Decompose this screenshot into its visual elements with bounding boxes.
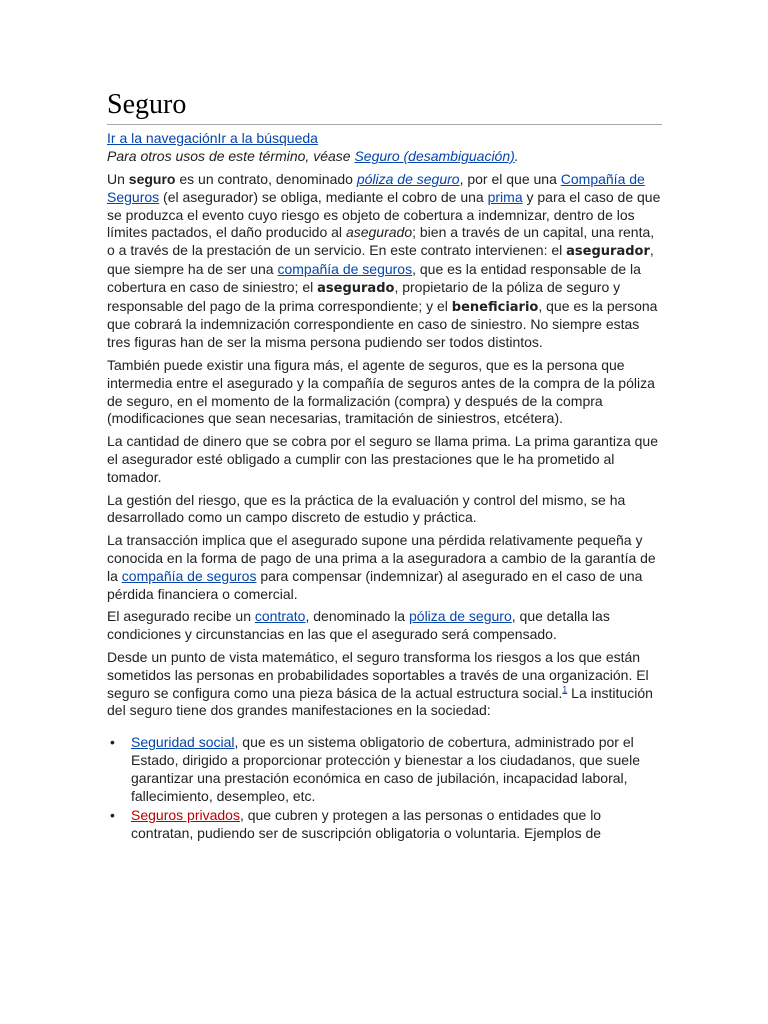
contrato-link[interactable]: contrato	[254, 608, 306, 625]
term-beneficiario: beneficiario	[451, 299, 539, 315]
paragraph-matematico: Desde un punto de vista matemático, el seguro transforma los riesgos a los que están sometidos las personas en probabilidades soportables a través de una organización. El seguro se configura como una pieza básica de la actual estructura social.$^1$ La institución del seguro tiene dos grandes manifestaciones en la sociedad:	[107, 648, 653, 719]
paragraph-intro: Un seguro es un contrato, denominado póliza de seguro, por el que una Compañía de Seguros (el asegurador) se obliga, mediante el cobro de una prima y para el caso de que se produzca el evento cuyo riesgo es objeto de cobertura a indemnizar, dentro de los límites pactados, el daño producido al asegurado; bien a través de un capital, una renta, o a través de la prestación de un servicio. En este contrato intervienen: el asegurador, que siempre ha de ser una compañía de seguros, que es la entidad responsable de la cobertura en caso de siniestro; el asegurado, propietario de la póliza de seguro y responsable del pago de la prima correspondiente; y el beneficiario, que es la persona que cobrará la indemnización correspondiente en caso de siniestro. No siempre estas tres figuras han de ser la misma persona pudiendo ser todos distintos.	[107, 171, 661, 351]
paragraph-contrato: El asegurado recibe un contrato, denominado la póliza de seguro, que detalla las condiciones y circunstancias en las que el asegurado será compensado.	[107, 608, 610, 643]
prima-link[interactable]: prima	[487, 188, 523, 205]
disambiguation-link[interactable]: Seguro (desambiguación)	[354, 148, 515, 164]
paragraph-prima: La cantidad de dinero que se cobra por el seguro se llama prima. La prima garantiza que el asegurador esté obligado a cumplir con las prestaciones que le ha prometido al tomador.	[107, 433, 658, 485]
term-asegurador: asegurador	[566, 244, 650, 260]
paragraph-transaccion: La transacción implica que el asegurado supone una pérdida relativamente pequeña y conocida en la forma de pago de una prima a la aseguradora a cambio de la garantía de la compañía de seguros para compensar (indemnizar) al asegurado en el caso de una pérdida financiera o comercial.	[107, 532, 656, 602]
manifestaciones-list	[107, 734, 662, 843]
paragraph-gestion-riesgo: La gestión del riesgo, que es la práctica de la evaluación y control del mismo, se ha desarrollado como un campo discreto de estudio y práctica.	[107, 491, 626, 526]
term-asegurado: asegurado	[317, 280, 395, 296]
bullet-icon: •	[110, 734, 115, 751]
poliza-link-2[interactable]: póliza de seguro	[409, 608, 512, 625]
seguros-privados-link[interactable]: Seguros privados	[131, 807, 240, 824]
go-to-search-link[interactable]: Ir a la búsqueda	[217, 130, 318, 146]
seguridad-social-link[interactable]: Seguridad social	[131, 734, 235, 751]
term-seguro: seguro	[128, 171, 176, 187]
bullet-icon: •	[110, 807, 115, 824]
poliza-link[interactable]: póliza de seguro	[356, 171, 460, 187]
list-item: • Seguridad social, que es un sistema obligatorio de cobertura, administrado por el Estado, dirigido a proporcionar protección y bienestar a los ciudadanos, que suele garantizar una prestación económica en caso de jubilación, incapacidad laboral, fallecimiento, desempleo, etc.	[131, 734, 662, 805]
paragraph-agente: También puede existir una figura más, el agente de seguros, que es la persona que intermedia entre el asegurado y la compañía de seguros antes de la compra de la póliza de seguro, en el momento de la formalización (compra) y después de la compra (modificaciones que sean necesarias, tramitación de siniestros, etcétera).	[107, 356, 655, 427]
list-item: • Seguros privados, que cubren y protegen a las personas o entidades que lo contratan, pudiendo ser de suscripción obligatoria o voluntaria. Ejemplos de	[131, 807, 662, 843]
hatnote: Para otros usos de este término, véase Seguro (desambiguación).	[107, 148, 519, 164]
page-title: Seguro	[107, 88, 662, 125]
compania-de-seguros-link[interactable]: Compañía de Seguros	[107, 171, 645, 205]
jump-links	[107, 129, 662, 147]
reference-1-link[interactable]: 1	[562, 683, 568, 694]
article	[107, 88, 662, 845]
go-to-navigation-link[interactable]: Ir a la navegación	[107, 130, 218, 146]
compania-seguros-link-3[interactable]: compañía de seguros	[121, 567, 257, 584]
compania-seguros-link-2[interactable]: compañía de seguros	[277, 260, 413, 277]
